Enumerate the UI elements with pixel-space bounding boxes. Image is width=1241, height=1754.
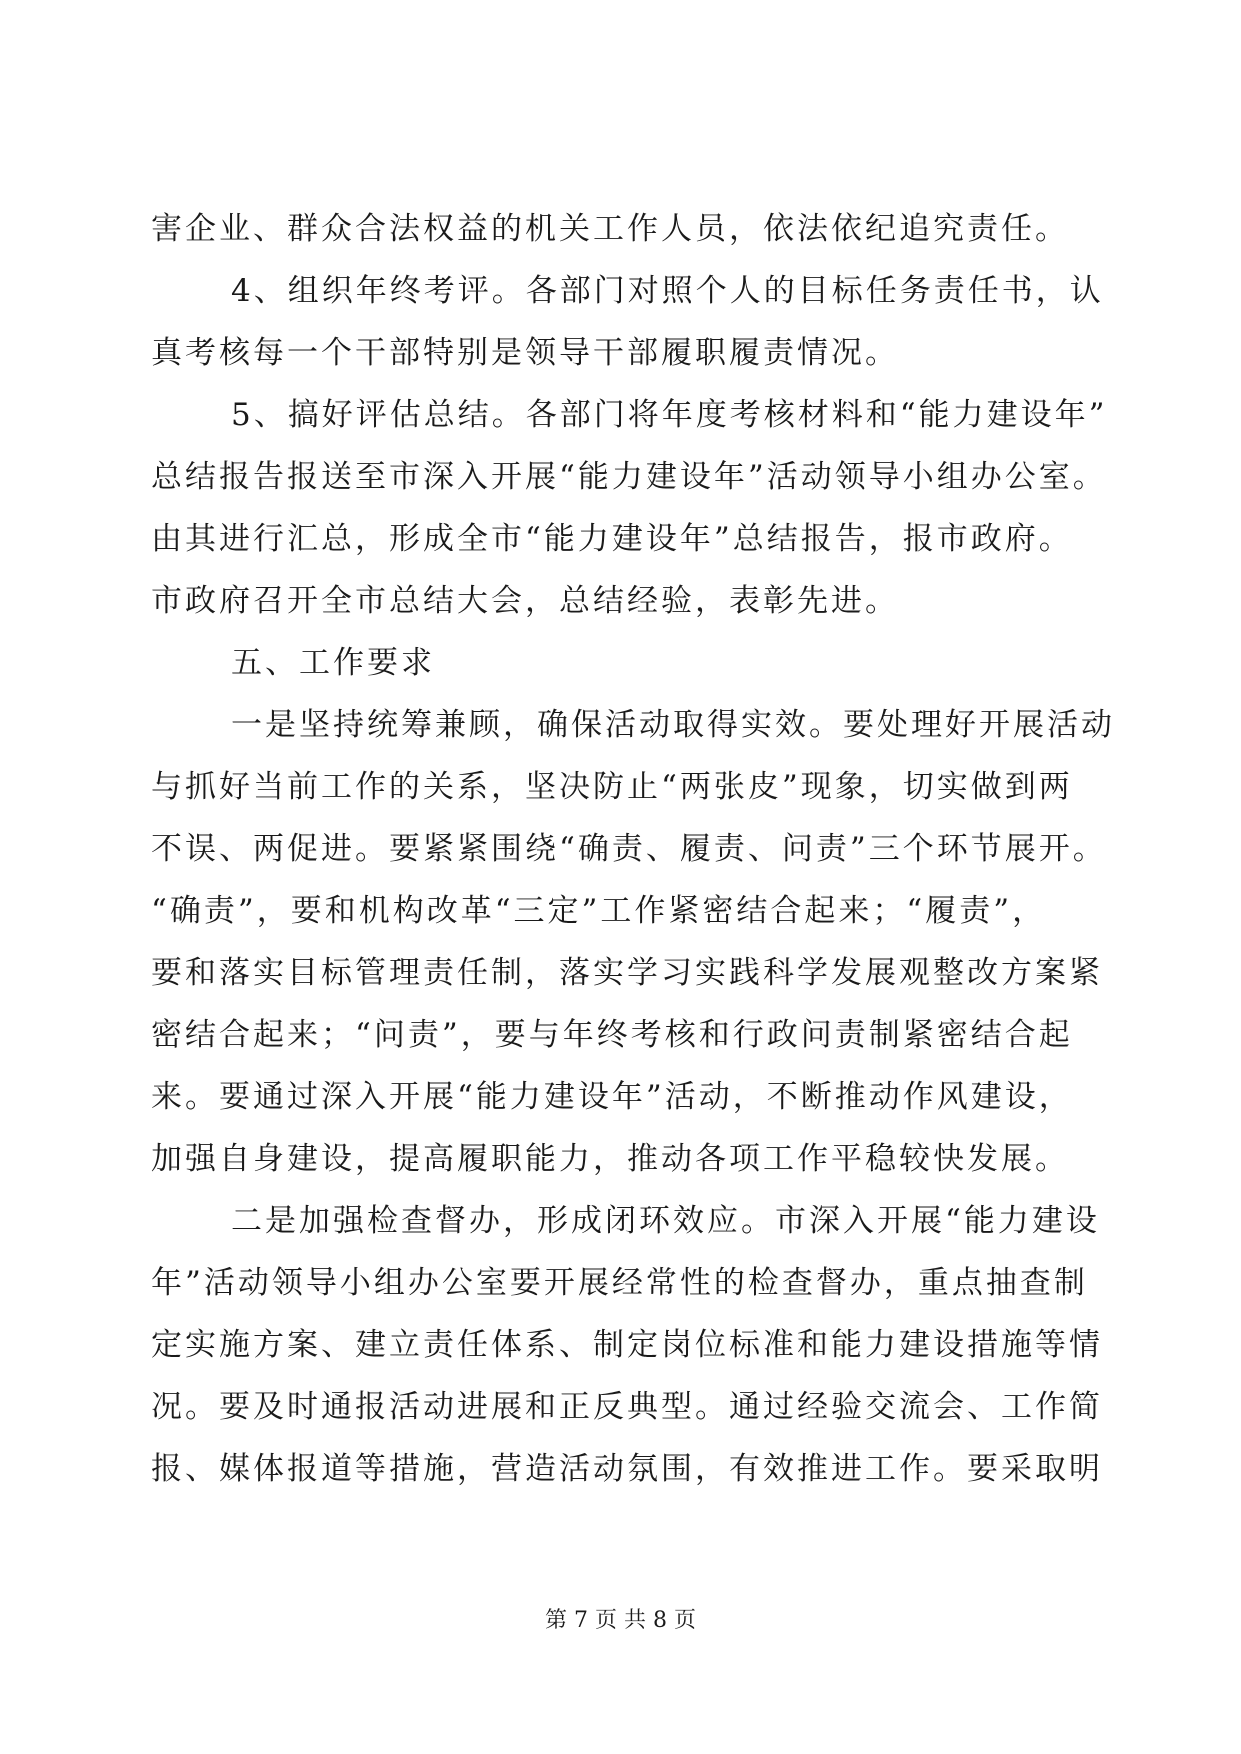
text-line: 况。要及时通报活动进展和正反典型。通过经验交流会、工作简 [151, 1389, 1103, 1425]
page-footer [0, 1606, 1241, 1636]
text-line: 4、组织年终考评。各部门对照个人的目标任务责任书，认 [231, 273, 1104, 309]
text-line: 由其进行汇总，形成全市“能力建设年”总结报告，报市政府。 [151, 521, 1073, 557]
text-line: 报、媒体报道等措施，营造活动氛围，有效推进工作。要采取明 [151, 1451, 1103, 1487]
text-line: 年”活动领导小组办公室要开展经常性的检查督办，重点抽查制 [151, 1265, 1088, 1301]
text-line: 市政府召开全市总结大会，总结经验，表彰先进。 [151, 583, 899, 619]
text-line: 二是加强检查督办，形成闭环效应。市深入开展“能力建设 [231, 1203, 1100, 1239]
text-line: 来。要通过深入开展“能力建设年”活动，不断推动作风建设， [151, 1079, 1073, 1115]
text-line: 害企业、群众合法权益的机关工作人员，依法依纪追究责任。 [151, 211, 1069, 247]
text-line: 定实施方案、建立责任体系、制定岗位标准和能力建设措施等情 [151, 1327, 1103, 1363]
text-line: 加强自身建设，提高履职能力，推动各项工作平稳较快发展。 [151, 1141, 1069, 1177]
document-body [151, 198, 1115, 1500]
text-line: 不误、两促进。要紧紧围绕“确责、履责、问责”三个环节展开。 [151, 831, 1107, 867]
text-line: 密结合起来；“问责”，要与年终考核和行政问责制紧密结合起 [151, 1017, 1073, 1053]
text-line: 一是坚持统筹兼顾，确保活动取得实效。要处理好开展活动 [231, 707, 1115, 743]
text-line: 要和落实目标管理责任制，落实学习实践科学发展观整改方案紧 [151, 955, 1103, 991]
text-line: “确责”，要和机构改革“三定”工作紧密结合起来；“履责”， [151, 893, 1047, 929]
text-line: 总结报告报送至市深入开展“能力建设年”活动领导小组办公室。 [151, 459, 1107, 495]
text-line: 5、搞好评估总结。各部门将年度考核材料和“能力建设年” [231, 397, 1108, 433]
text-line: 真考核每一个干部特别是领导干部履职履责情况。 [151, 335, 899, 371]
text-line: 与抓好当前工作的关系，坚决防止“两张皮”现象，切实做到两 [151, 769, 1073, 805]
page-number-label: 第 7 页 共 8 页 [545, 1608, 696, 1633]
section-heading: 五、工作要求 [231, 645, 435, 681]
